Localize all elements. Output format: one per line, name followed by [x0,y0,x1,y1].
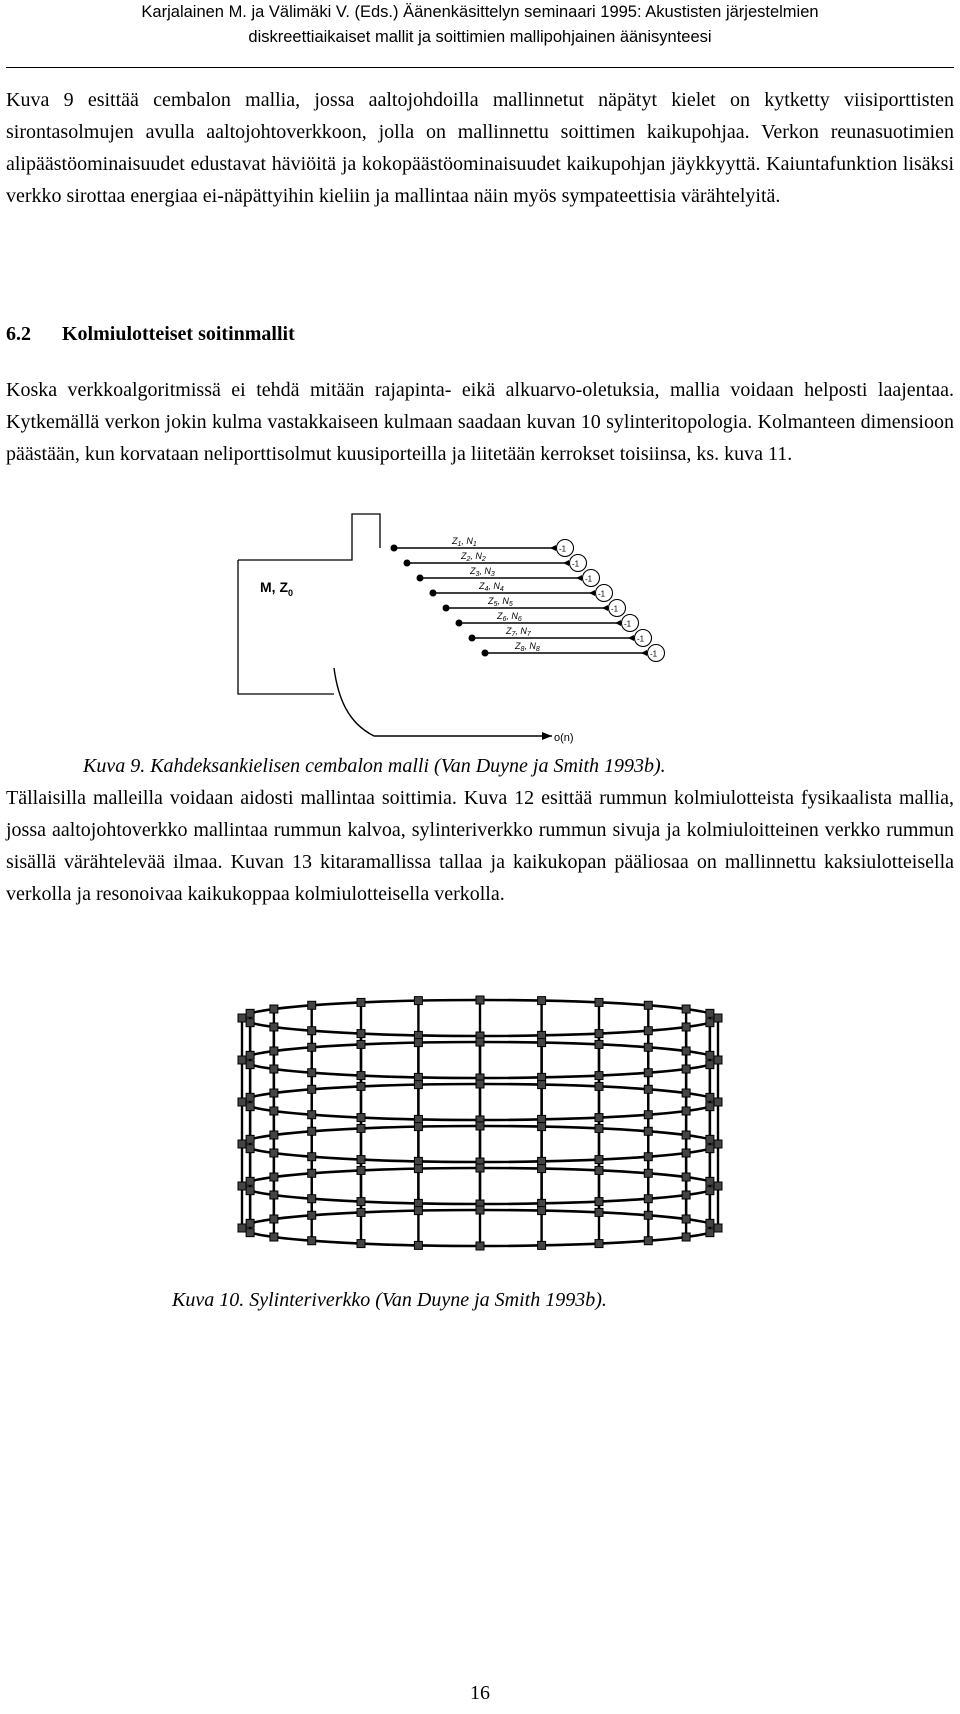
mesh-node [357,1198,365,1206]
mesh-node [246,1093,254,1101]
string-arrow [550,545,556,551]
mesh-node [246,1103,254,1111]
mesh-node [357,1082,365,1090]
mesh-node [270,1089,278,1097]
mesh-node [706,1061,714,1069]
mesh-node [476,1122,484,1130]
mesh-node [246,1135,254,1143]
mesh-node [238,1056,246,1064]
mesh-node [308,1153,316,1161]
gain-label: -1 [572,559,580,569]
mesh-node [706,1219,714,1227]
mesh-node [476,1206,484,1214]
mesh-node [595,1072,603,1080]
mesh-node [714,1014,722,1022]
mesh-node [595,1030,603,1038]
mesh-node [357,1156,365,1164]
mesh-node [682,1131,690,1139]
mesh-node [595,1240,603,1248]
mesh-node [414,1207,422,1215]
mesh-node [706,1187,714,1195]
string-label: $Z_8$, $N_8$ [515,641,540,653]
string-arrow [641,650,647,656]
mesh-node [308,1127,316,1135]
string-label: $Z_6$, $N_6$ [497,611,522,623]
mesh-node [270,1047,278,1055]
mesh-node [246,1229,254,1237]
mesh-node [706,1229,714,1237]
figure-9-harpsichord-diagram [230,508,710,748]
mesh-node [308,1001,316,1009]
mesh-node [595,1208,603,1216]
gain-label: -1 [611,604,619,614]
running-header [6,0,954,50]
board-label: M, $Z_0$ [260,579,294,598]
page-number: 16 [470,1682,490,1704]
mesh-node [308,1169,316,1177]
mesh-node [357,1208,365,1216]
string-arrow [589,590,595,596]
figure-9-caption: Kuva 9. Kahdeksankielisen cembalon malli (Van Duyne ja Smith 1993b). [83,755,666,777]
mesh-node [595,1166,603,1174]
mesh-node [644,1043,652,1051]
mesh-node [644,1211,652,1219]
mesh-node [644,1085,652,1093]
figure-10-cylinder-mesh [160,982,800,1272]
mesh-node [414,1241,422,1249]
mesh-node [706,1051,714,1059]
mesh-node [476,996,484,1004]
mesh-node [538,1207,546,1215]
mesh-node [706,1019,714,1027]
mesh-node [270,1107,278,1115]
gain-label: -1 [637,634,645,644]
mesh-node [644,1001,652,1009]
paragraph-2: Koska verkkoalgoritmissä ei tehdä mitään rajapinta- eikä alkuarvo-oletuksia, mallia voidaan helposti laajentaa. Kytkemällä verkon jokin kulma vastakkaiseen kulmaan saadaan kuvan 10 sylinteritopologia. Kolmanteen dimensioon päästään, kun korvataan neliporttisolmut kuusiporteilla ja liitetään kerrokset toisiinsa, ks. kuva 11. [6,379,954,465]
mesh-node [595,1156,603,1164]
mesh-node [357,1124,365,1132]
header-line-1: Karjalainen M. ja Välimäki V. (Eds.) Äänenkäsittelyn seminaari 1995: Akustisten järjestelmien [141,3,819,21]
mesh-node [270,1065,278,1073]
mesh-node [246,1187,254,1195]
mesh-node [270,1005,278,1013]
mesh-node [644,1027,652,1035]
mesh-node [246,1177,254,1185]
mesh-node [682,1089,690,1097]
mesh-node [682,1023,690,1031]
mesh-node [595,1124,603,1132]
paragraph-1: Kuva 9 esittää cembalon mallia, jossa aaltojohdoilla mallinnetut näpätyt kielet on kytketty viisiporttisten sirontasolmujen avulla aaltojohtoverkkoon, jolla on mallinnettu soittimen kaikupohjaa. Verkon reunasuotimien alipäästöominaisuudet edustavat häviöitä ja kokopäästöominaisuudet kaikupohjan jäykkyyttä. Kaiuntafunktion lisäksi verkko sirottaa energiaa ei-näpättyihin kieliin ja mallintaa näin myös sympateettisia värähtelyitä. [6,89,954,207]
mesh-node [706,1135,714,1143]
mesh-node [538,1241,546,1249]
mesh-node [308,1211,316,1219]
gain-label: -1 [598,589,606,599]
mesh-node [644,1169,652,1177]
mesh-node [246,1145,254,1153]
mesh-node [270,1149,278,1157]
mesh-node [308,1111,316,1119]
soundboard-outline [238,514,380,560]
mesh-node [595,1040,603,1048]
paragraph-3: Tällaisilla malleilla voidaan aidosti mallintaa soittimia. Kuva 12 esittää rummun kolmiulotteista fysikaalista mallia, jossa aaltojohtoverkko mallintaa rummun kalvoa, sylinteriverkko rummun sivuja ja kolmiuloitteinen verkko rummun sisällä värähtelevää ilmaa. Kuvan 13 kitaramallissa tallaa ja kaikukopan pääliosaa on mallinnettu kaksiulotteisella verkolla ja resonoivaa kaikukoppaa kolmiulotteisella verkolla. [6,787,954,905]
mesh-node [357,1040,365,1048]
mesh-node [476,1242,484,1250]
mesh-node [238,1182,246,1190]
mesh-node [682,1005,690,1013]
mesh-node [246,1219,254,1227]
mesh-node [538,1123,546,1131]
mesh-node [308,1085,316,1093]
mesh-node [538,997,546,1005]
string-label: $Z_1$, $N_1$ [452,536,477,548]
mesh-node [357,1166,365,1174]
mesh-node [644,1127,652,1135]
string-arrow [615,620,621,626]
header-line-2: diskreettiaikaiset mallit ja soittimien mallipohjainen äänisynteesi [248,28,712,46]
mesh-node [270,1023,278,1031]
mesh-node [714,1224,722,1232]
gain-label: -1 [624,619,632,629]
mesh-node [714,1098,722,1106]
mesh-node [246,1061,254,1069]
mesh-node [357,1114,365,1122]
string-1 [391,536,574,557]
mesh-node [414,1165,422,1173]
string-label: $Z_7$, $N_7$ [506,626,531,638]
string-arrow [602,605,608,611]
section-number: 6.2 [6,323,31,345]
mesh-node [246,1019,254,1027]
mesh-node [238,1140,246,1148]
mesh-node [414,1123,422,1131]
output-line [334,668,552,736]
mesh-node [595,998,603,1006]
mesh-node [644,1153,652,1161]
mesh-node [644,1069,652,1077]
mesh-node [308,1027,316,1035]
mesh-node [476,1080,484,1088]
mesh-node [706,1103,714,1111]
mesh-node [270,1191,278,1199]
mesh-node [538,1081,546,1089]
string-arrow [628,635,634,641]
mesh-node [682,1215,690,1223]
output-arrowhead [542,732,552,740]
mesh-node [357,998,365,1006]
mesh-node [706,1009,714,1017]
string-arrow [563,560,569,566]
mesh-node [706,1093,714,1101]
mesh-node [476,1038,484,1046]
mesh-node [682,1233,690,1241]
mesh-node [476,1164,484,1172]
mesh-node [595,1114,603,1122]
mesh-node [238,1098,246,1106]
string-label: $Z_4$, $N_4$ [479,581,504,593]
mesh-node [270,1173,278,1181]
mesh-node [644,1195,652,1203]
mesh-node [682,1047,690,1055]
mesh-node [246,1009,254,1017]
output-label: o(n) [554,732,574,744]
mesh-node [357,1072,365,1080]
gain-label: -1 [650,649,658,659]
mesh-node [644,1237,652,1245]
mesh-node [414,1039,422,1047]
mesh-node [238,1224,246,1232]
figure-10-caption: Kuva 10. Sylinteriverkko (Van Duyne ja Smith 1993b). [172,1289,607,1311]
string-label: $Z_5$, $N_5$ [488,596,513,608]
mesh-node [308,1043,316,1051]
mesh-node [714,1182,722,1190]
header-rule [6,67,954,68]
mesh-node [246,1051,254,1059]
mesh-node [682,1065,690,1073]
mesh-node [644,1111,652,1119]
mesh-node [682,1191,690,1199]
mesh-node [595,1198,603,1206]
string-label: $Z_3$, $N_3$ [470,566,495,578]
mesh-node [308,1237,316,1245]
mesh-node [238,1014,246,1022]
mesh-node [706,1145,714,1153]
mesh-node [538,1039,546,1047]
mesh-node [270,1233,278,1241]
mesh-node [308,1069,316,1077]
mesh-node [682,1107,690,1115]
mesh-node [595,1082,603,1090]
mesh-node [706,1177,714,1185]
gain-label: -1 [585,574,593,584]
string-group [391,536,665,662]
gain-label: -1 [559,544,567,554]
mesh-node [714,1140,722,1148]
section-title: Kolmiulotteiset soitinmallit [62,323,295,345]
mesh-node [357,1030,365,1038]
mesh-node [270,1215,278,1223]
section-heading [6,318,295,350]
mesh-node [414,997,422,1005]
mesh-node [682,1173,690,1181]
mesh-node [357,1240,365,1248]
string-label: $Z_2$, $N_2$ [461,551,486,563]
mesh-node [538,1165,546,1173]
mesh-node [682,1149,690,1157]
string-arrow [576,575,582,581]
mesh-node [714,1056,722,1064]
mesh-node [414,1081,422,1089]
mesh-node [270,1131,278,1139]
mesh-node [308,1195,316,1203]
